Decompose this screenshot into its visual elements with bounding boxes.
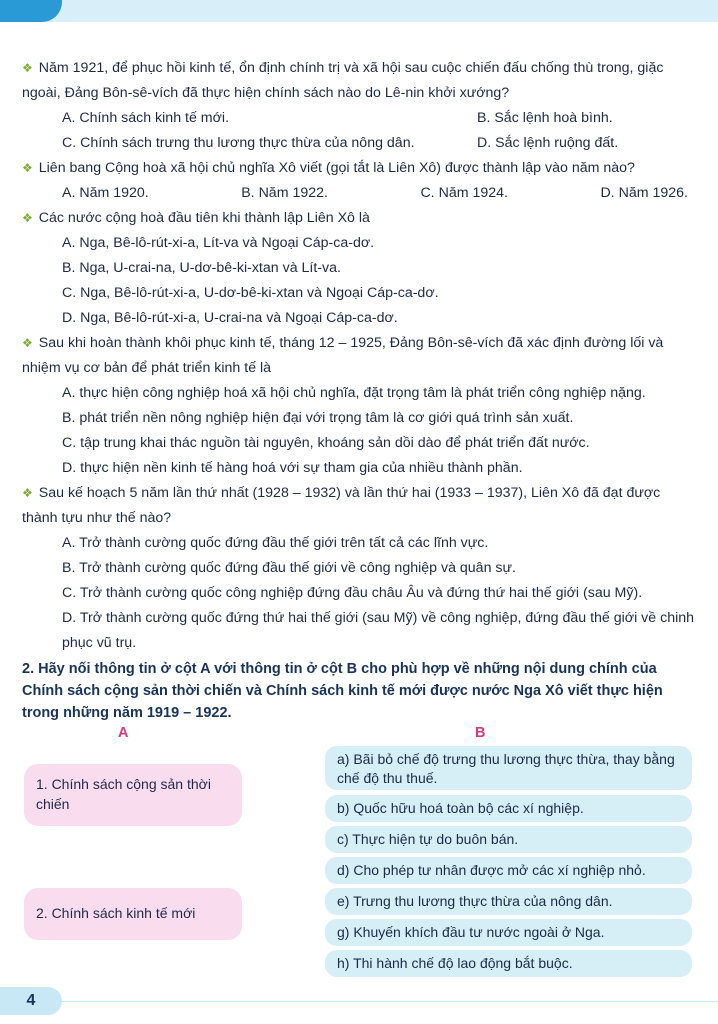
column-a-header: A [118, 725, 129, 741]
option-b: B. Trở thành cường quốc đứng đầu thế giới về công nghiệp và quân sự. [62, 560, 516, 576]
question-5 [22, 481, 696, 656]
option-d: D. Trở thành cường quốc đứng thứ hai thế giới (sau Mỹ) về công nghiệp, đứng đầu thế giới về chinh phục vũ trụ. [62, 610, 695, 651]
page-number: 4 [0, 987, 62, 1015]
option-a: A. thực hiện công nghiệp hoá xã hội chủ nghĩa, đặt trọng tâm là phát triển công nghiệp nặng. [62, 385, 646, 401]
diamond-bullet-icon: ❖ [22, 486, 33, 500]
question-4 [22, 331, 696, 481]
option-a: A. Nga, Bê-lô-rút-xi-a, Lít-va và Ngoại Cáp-ca-dơ. [62, 235, 375, 251]
column-b-item-b[interactable]: b) Quốc hữu hoá toàn bộ các xí nghiệp. [325, 795, 692, 822]
section-2-title: 2. Hãy nối thông tin ở cột A với thông tin ở cột B cho phù hợp về những nội dung chính của Chính sách cộng sản thời chiến và Chính sách kinh tế mới được nước Nga Xô viết thực hiện trong những năm 1919 – 1922. [22, 661, 663, 721]
option-b: B. Sắc lệnh hoà bình. [477, 110, 613, 126]
question-text: Năm 1921, để phục hồi kinh tế, ổn định chính trị và xã hội sau cuộc chiến đấu chống thù trong, giặc ngoài, Đảng Bôn-sê-vích đã thực hiện chính sách nào do Lê-nin khởi xướng? [22, 60, 664, 101]
diamond-bullet-icon: ❖ [22, 161, 33, 175]
question-text: Sau kế hoạch 5 năm lần thứ nhất (1928 – 1932) và lần thứ hai (1933 – 1937), Liên Xô đã đạt được thành tựu như thế nào? [22, 485, 661, 526]
column-b-item-g[interactable]: g) Khuyến khích đầu tư nước ngoài ở Nga. [325, 919, 692, 946]
option-d: D. Năm 1926. [600, 185, 688, 201]
option-b: B. Nga, U-crai-na, U-dơ-bê-ki-xtan và Lít-va. [62, 260, 341, 276]
column-b-header: B [475, 725, 486, 741]
option-d: D. Sắc lệnh ruộng đất. [477, 135, 619, 151]
option-c: C. tập trung khai thác nguồn tài nguyên, khoáng sản dồi dào để phát triển đất nước. [62, 435, 590, 451]
option-c: C. Trở thành cường quốc công nghiệp đứng đầu châu Âu và đứng thứ hai thế giới (sau Mỹ). [62, 585, 643, 601]
option-d: D. Nga, Bê-lô-rút-xi-a, U-crai-na và Ngoại Cáp-ca-dơ. [62, 310, 398, 326]
question-text: Sau khi hoàn thành khôi phục kinh tế, tháng 12 – 1925, Đảng Bôn-sê-vích đã xác định đường lối và nhiệm vụ cơ bản để phát triển kinh tế là [22, 335, 664, 376]
diamond-bullet-icon: ❖ [22, 61, 33, 75]
option-c: C. Nga, Bê-lô-rút-xi-a, U-dơ-bê-ki-xtan và Ngoại Cáp-ca-dơ. [62, 285, 439, 301]
question-3 [22, 206, 696, 331]
footer-divider [60, 1001, 718, 1002]
column-a-item-1[interactable]: 1. Chính sách cộng sản thời chiến [24, 764, 242, 826]
option-b: B. phát triển nền nông nghiệp hiện đại với trọng tâm là cơ giới quá trình sản xuất. [62, 410, 574, 426]
option-c: C. Năm 1924. [420, 185, 508, 201]
option-b: B. Năm 1922. [241, 185, 328, 201]
option-a: A. Năm 1920. [62, 185, 149, 201]
column-b-item-d[interactable]: d) Cho phép tư nhân được mở các xí nghiệp nhỏ. [325, 857, 692, 884]
column-b-item-c[interactable]: c) Thực hiện tự do buôn bán. [325, 826, 692, 853]
option-d: D. thực hiện nền kinh tế hàng hoá với sự tham gia của nhiều thành phần. [62, 460, 523, 476]
question-2 [22, 156, 696, 206]
column-b-item-a[interactable]: a) Bãi bỏ chế độ trưng thu lương thực thừa, thay bằng chế độ thu thuế. [325, 746, 692, 790]
question-1 [22, 56, 696, 156]
column-a-item-2[interactable]: 2. Chính sách kinh tế mới [24, 888, 242, 940]
questions-section [22, 56, 696, 656]
question-text: Liên bang Cộng hoà xã hội chủ nghĩa Xô viết (gọi tắt là Liên Xô) được thành lập vào năm nào? [38, 160, 635, 176]
top-bar [0, 0, 718, 22]
option-a: A. Trở thành cường quốc đứng đầu thế giới trên tất cả các lĩnh vực. [62, 535, 489, 551]
diamond-bullet-icon: ❖ [22, 336, 33, 350]
option-c: C. Chính sách trưng thu lương thực thừa của nông dân. [62, 135, 415, 151]
column-b-item-e[interactable]: e) Trưng thu lương thực thừa của nông dân. [325, 888, 692, 915]
diamond-bullet-icon: ❖ [22, 211, 33, 225]
column-b-item-h[interactable]: h) Thi hành chế độ lao động bắt buộc. [325, 950, 692, 977]
option-a: A. Chính sách kinh tế mới. [62, 110, 230, 126]
question-text: Các nước cộng hoà đầu tiên khi thành lập Liên Xô là [38, 210, 370, 226]
top-corner-decoration [0, 0, 62, 22]
